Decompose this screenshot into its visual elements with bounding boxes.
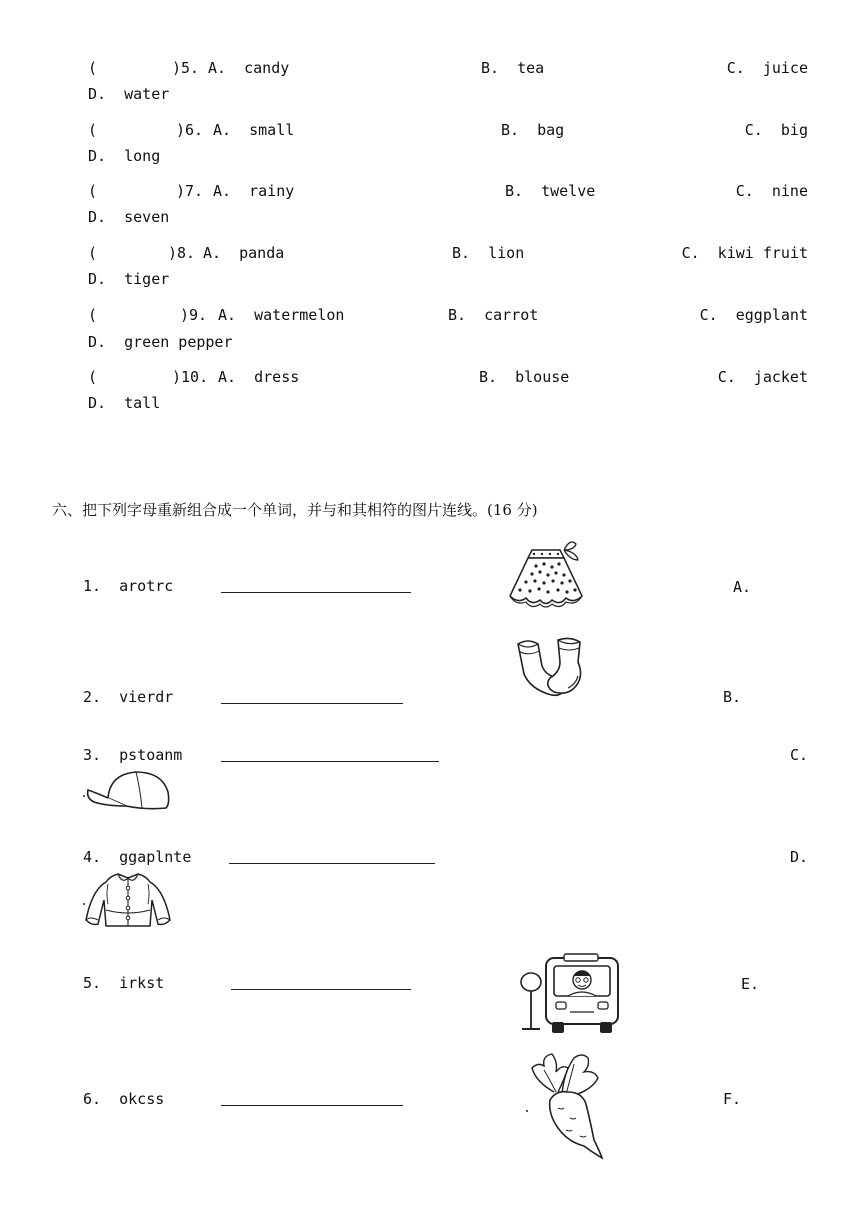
answer-blank-4[interactable] — [229, 863, 435, 864]
option-b: B. tea — [481, 59, 545, 77]
option-c: C. nine — [735, 182, 808, 200]
option-b: B. lion — [452, 244, 525, 262]
option-b: B. blouse — [479, 368, 570, 386]
scrambled-word-3: 3. pstoanm — [83, 746, 183, 764]
option-c: C. jacket — [717, 368, 808, 386]
question-number: )9. — [180, 306, 208, 324]
question-number: )10. — [172, 368, 209, 386]
picture-letter-a: A. — [733, 578, 752, 596]
picture-letter-b: B. — [723, 688, 742, 706]
option-d: D. tall — [88, 394, 161, 412]
connect-dot-c[interactable] — [83, 795, 85, 797]
picture-letter-d: D. — [790, 848, 809, 866]
option-b: B. twelve — [505, 182, 596, 200]
scrambled-word-5: 5. irkst — [83, 974, 165, 992]
option-d: D. tiger — [88, 270, 170, 288]
option-a: A. small — [213, 121, 295, 139]
question-number: )6. — [176, 121, 204, 139]
picture-letter-f: F. — [723, 1090, 742, 1108]
option-c: C. big — [744, 121, 808, 139]
option-c: C. juice — [726, 59, 808, 77]
answer-paren[interactable]: ( — [88, 59, 98, 77]
picture-letter-c: C. — [790, 746, 809, 764]
question-number: )7. — [176, 182, 204, 200]
answer-paren[interactable]: ( — [88, 306, 98, 324]
option-d: D. green pepper — [88, 333, 233, 351]
option-c: C. eggplant — [699, 306, 808, 324]
scrambled-word-4: 4. ggaplnte — [83, 848, 192, 866]
picture-letter-e: E. — [741, 975, 760, 993]
answer-blank-5[interactable] — [231, 989, 411, 990]
answer-paren[interactable]: ( — [88, 368, 98, 386]
answer-paren[interactable]: ( — [88, 182, 98, 200]
option-b: B. bag — [501, 121, 565, 139]
socks-icon[interactable] — [506, 636, 592, 702]
option-a: A. watermelon — [218, 306, 345, 324]
option-d: D. water — [88, 85, 170, 103]
option-d: D. seven — [88, 208, 170, 226]
skirt-icon[interactable] — [504, 536, 588, 610]
scrambled-word-2: 2. vierdr — [83, 688, 174, 706]
option-a: A. rainy — [213, 182, 295, 200]
section-6-title: 六、把下列字母重新组合成一个单词，并与和其相符的图片连线。(16 分) — [52, 501, 538, 519]
question-number: )5. — [172, 59, 200, 77]
scrambled-word-1: 1. arotrc — [83, 577, 174, 595]
option-a: A. candy — [208, 59, 290, 77]
answer-blank-2[interactable] — [221, 703, 403, 704]
bus-driver-icon[interactable] — [516, 952, 622, 1036]
scrambled-word-6: 6. okcss — [83, 1090, 165, 1108]
blouse-icon[interactable] — [84, 870, 174, 932]
answer-paren[interactable]: ( — [88, 244, 98, 262]
option-c: C. kiwi fruit — [681, 244, 808, 262]
answer-blank-3[interactable] — [221, 761, 439, 762]
cap-icon[interactable] — [86, 768, 172, 814]
radish-icon[interactable] — [528, 1048, 608, 1160]
answer-blank-6[interactable] — [221, 1105, 403, 1106]
option-a: A. panda — [203, 244, 285, 262]
option-d: D. long — [88, 147, 161, 165]
option-b: B. carrot — [448, 306, 539, 324]
option-a: A. dress — [218, 368, 300, 386]
question-number: )8. — [168, 244, 196, 262]
answer-paren[interactable]: ( — [88, 121, 98, 139]
answer-blank-1[interactable] — [221, 592, 411, 593]
